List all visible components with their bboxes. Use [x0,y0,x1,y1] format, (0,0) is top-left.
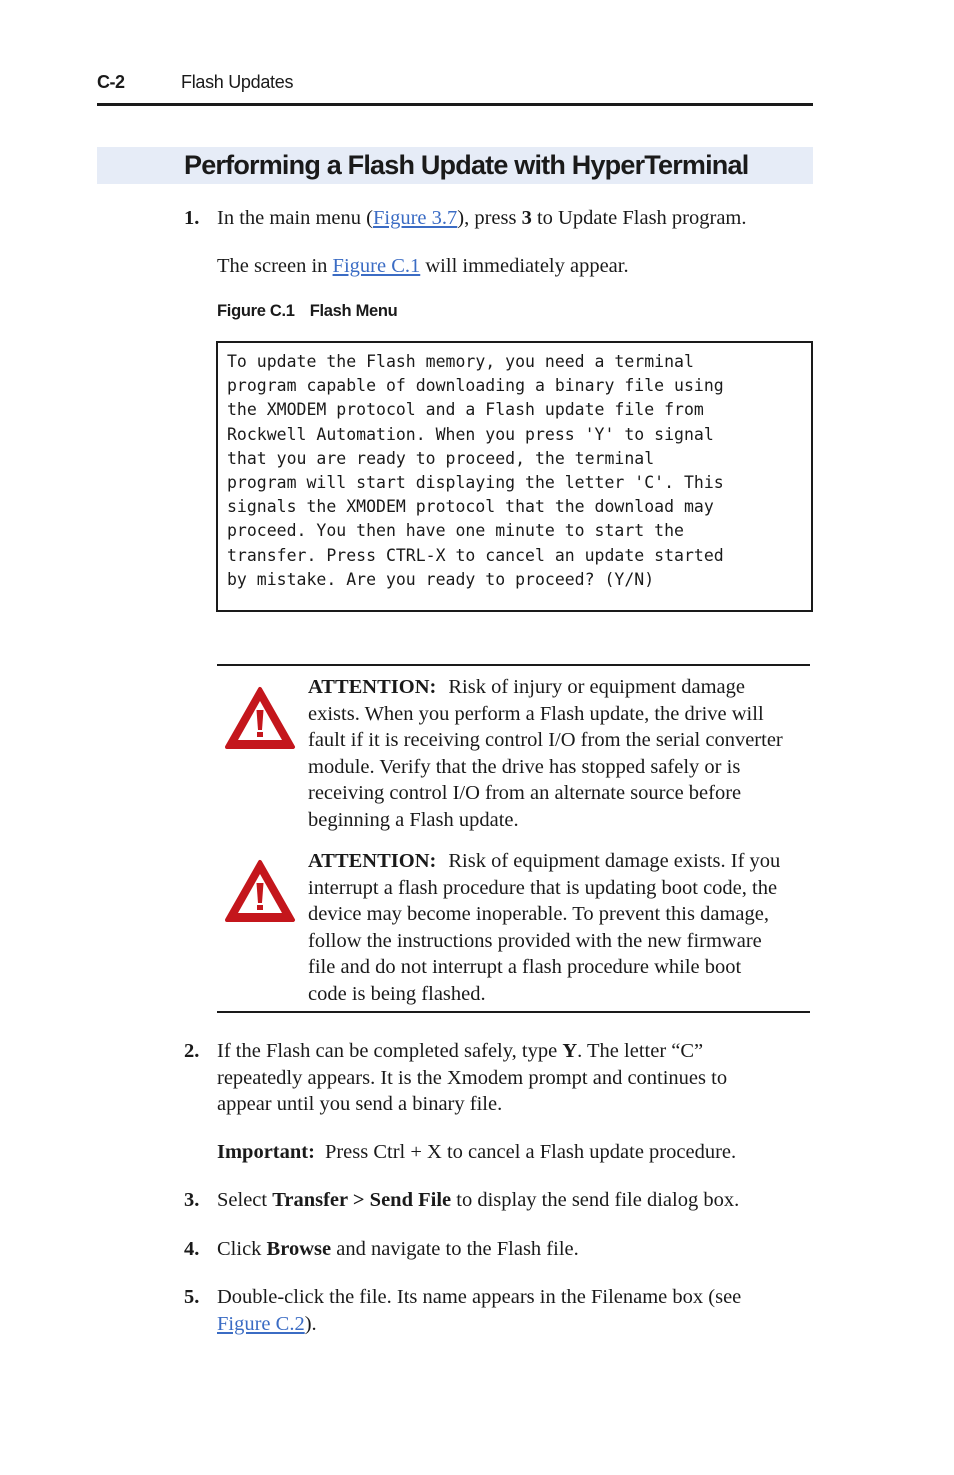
step-1-number: 1. [184,207,200,229]
terminal-line: signals the XMODEM protocol that the download may [227,497,714,517]
step-5-number: 5. [184,1286,200,1308]
step-1-key: 3 [521,207,532,229]
attention-2-line: file and do not interrupt a flash procedure while boot [308,956,742,979]
step-1-text [217,205,747,232]
step-2-text [217,1038,810,1118]
figure-c-1-link[interactable]: Figure C.1 [332,255,421,277]
step-3-text [217,1187,739,1214]
step-4-browse: Browse [266,1238,332,1260]
step-1-sub-a: The screen in [217,255,333,277]
step-3-text-a: Select [217,1189,273,1211]
attention-bottom-rule [217,1011,810,1013]
attention-1-line: receiving control I/O from an alternate source before [308,782,742,805]
attention-2-line: follow the instructions provided with the new firmware [308,929,762,952]
attention-1-line: fault if it is receiving control I/O from the serial converter [308,729,783,752]
attention-2-line: device may become inoperable. To prevent this damage, [308,903,769,926]
flash-menu-terminal-text [227,350,724,592]
attention-1-label: ATTENTION: [308,676,437,698]
attention-2-line: interrupt a flash procedure that is updating boot code, the [308,876,778,899]
attention-2-line: Risk of equipment damage exists. If you [448,850,781,872]
step-2-line: repeatedly appears. It is the Xmodem prompt and continues to [217,1066,728,1089]
terminal-line: To update the Flash memory, you need a terminal [227,352,694,371]
step-4-number: 4. [184,1238,200,1260]
important-text: Press Ctrl + X to cancel a Flash update procedure. [324,1141,737,1163]
important-label: Important: [217,1141,315,1163]
attention-1-line: beginning a Flash update. [308,808,519,831]
terminal-line: that you are ready to proceed, the terminal [227,448,655,468]
step-1-sub-b: will immediately appear. [420,255,629,277]
attention-1-line: exists. When you perform a Flash update, the drive will [308,702,764,725]
figure-caption [217,302,397,321]
step-1-text-c: to Update Flash program. [531,207,747,229]
attention-2-label: ATTENTION: [308,850,437,872]
step-4-text-b: and navigate to the Flash file. [331,1238,579,1260]
step-3-number: 3. [184,1189,200,1211]
step-2-number: 2. [184,1040,200,1062]
important-note [217,1139,736,1166]
header-rule [97,103,813,106]
terminal-line: program capable of downloading a binary file using [227,376,724,396]
terminal-line: transfer. Press CTRL-X to cancel an update started [227,545,724,565]
step-1-text-b: ), press [457,207,522,229]
warning-triangle-icon [224,685,296,751]
terminal-line: proceed. You then have one minute to start the [227,521,684,541]
figure-c-2-link[interactable]: Figure C.2 [217,1312,305,1335]
attention-1-line: module. Verify that the drive has stopped safely or is [308,755,741,778]
terminal-line: by mistake. Are you ready to proceed? (Y/N) [227,569,655,589]
step-3-menu-path: Transfer > Send File [272,1189,452,1211]
figure-label: Figure C.1 [217,302,295,320]
step-5-line: Double-click the file. Its name appears in the Filename box (see [217,1286,742,1308]
terminal-line: the XMODEM protocol and a Flash update file from [227,400,704,420]
step-2-text-a: If the Flash can be completed safely, type [217,1040,563,1062]
attention-1-text [308,674,810,834]
attention-1-line: Risk of injury or equipment damage [448,676,745,698]
step-2-text-b: . The letter “C” [577,1040,704,1062]
attention-2-text [308,848,810,1008]
page-number: C-2 [97,72,125,92]
section-title: Performing a Flash Update with HyperTerminal [184,150,749,180]
warning-triangle-icon [224,858,296,924]
step-5-end: ). [304,1312,317,1335]
figure-title: Flash Menu [309,302,398,320]
step-3-text-b: to display the send file dialog box. [451,1189,740,1211]
step-5-text [217,1284,810,1337]
step-1-text-a: In the main menu ( [217,207,373,229]
step-2-key: Y [562,1040,578,1062]
terminal-line: Rockwell Automation. When you press 'Y' to signal [227,424,714,444]
step-4-text-a: Click [217,1238,267,1260]
step-4-text [217,1236,579,1263]
chapter-title: Flash Updates [181,72,294,92]
attention-2-line: code is being flashed. [308,982,486,1005]
step-1-subtext [217,253,629,280]
attention-top-rule [217,664,810,666]
terminal-line: program will start displaying the letter 'C'. This [227,473,724,493]
figure-3-7-link[interactable]: Figure 3.7 [372,207,458,229]
step-2-line: appear until you send a binary file. [217,1093,503,1115]
